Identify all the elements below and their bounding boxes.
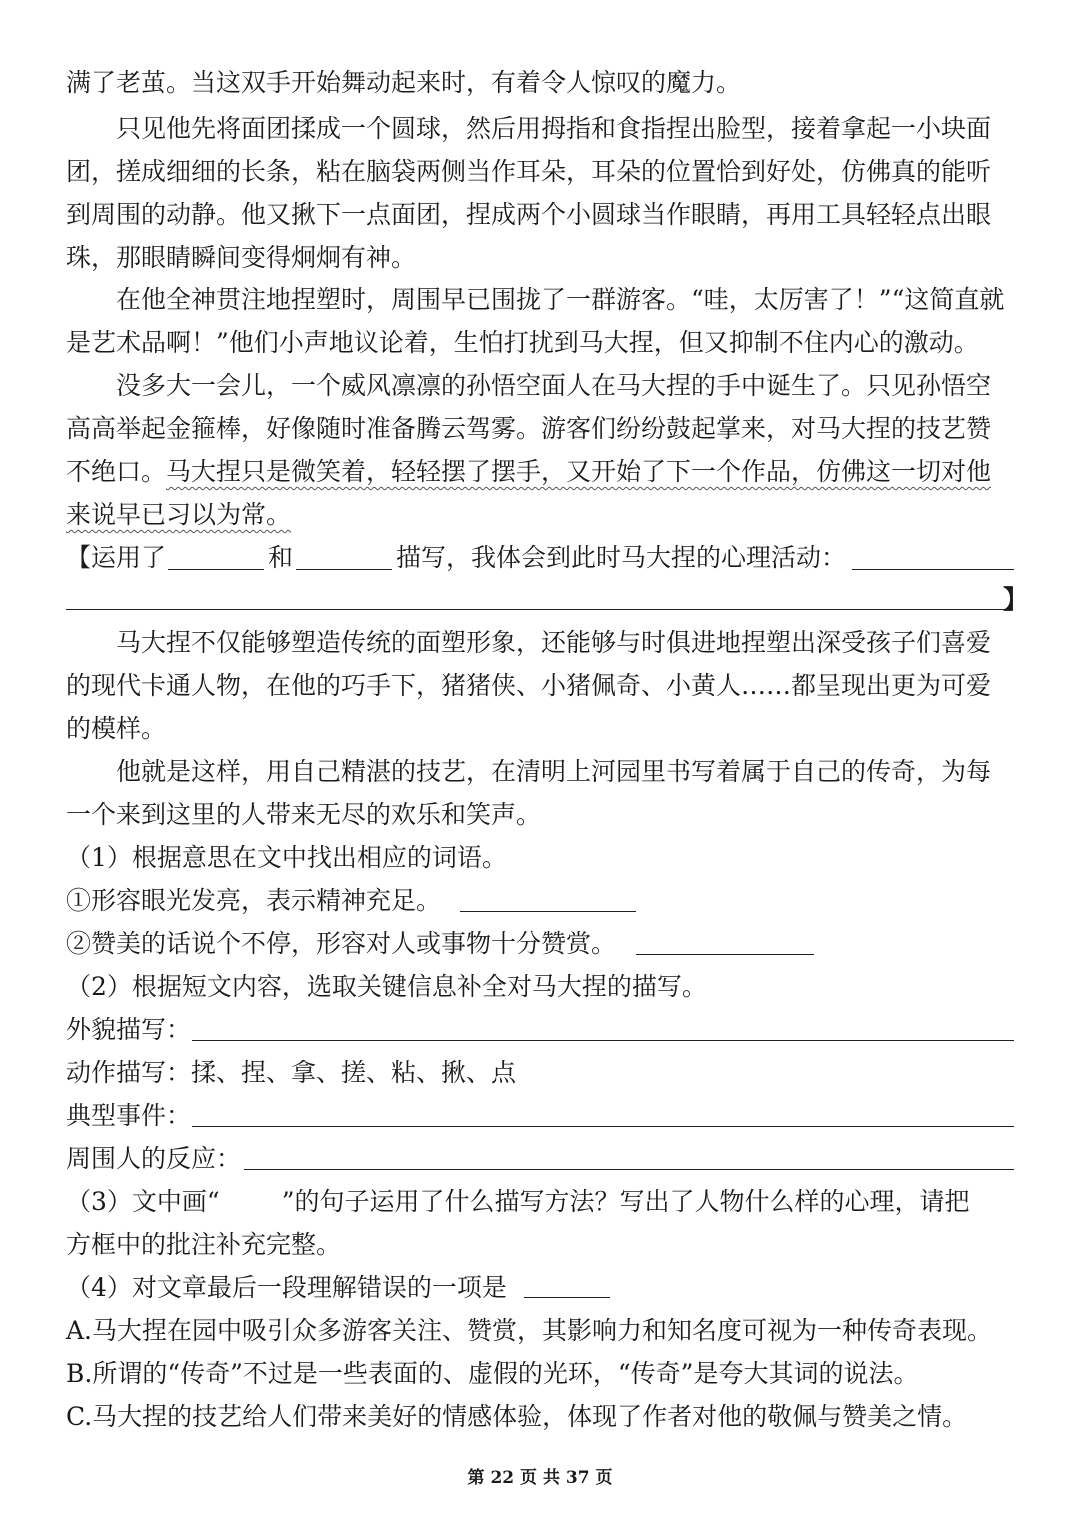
option-c: C.马大捏的技艺给人们带来美好的情感体验，体现了作者对他的敬佩与赞美之情。: [66, 1402, 968, 1431]
text-line: 马大捏不仅能够塑造传统的面塑形象，还能够与时俱进地捏塑出深受孩子们喜爱: [116, 628, 992, 657]
annotation-and: 和: [268, 543, 294, 572]
answer-blank-q4[interactable]: [524, 1297, 610, 1298]
text-line: 在他全神贯注地捏塑时，周围早已围拢了一群游客。“哇，太厉害了！”“这简直就: [116, 285, 1005, 314]
question-1-prompt: （1）根据意思在文中找出相应的词语。: [66, 843, 507, 872]
answer-blank-reaction[interactable]: [244, 1169, 1014, 1170]
question-4-prompt: （4）对文章最后一段理解错误的一项是: [66, 1273, 507, 1302]
annotation-blank-2[interactable]: [296, 569, 392, 570]
text-line: 珠，那眼睛瞬间变得炯炯有神。: [66, 243, 417, 272]
question-3-text: （3）文中画“: [66, 1187, 220, 1216]
text-line: [66, 455, 991, 489]
question-3-line: 方框中的批注补充完整。: [66, 1230, 342, 1259]
page-number: 第 22 页 共 37 页: [467, 1468, 613, 1488]
answer-blank-appearance[interactable]: [192, 1040, 1014, 1041]
event-label: 典型事件：: [66, 1101, 192, 1130]
text-line: 高高举起金箍棒，好像随时准备腾云驾雾。游客们纷纷鼓起掌来，对马大捏的技艺赞: [66, 414, 992, 443]
answer-blank-event[interactable]: [192, 1126, 1014, 1127]
text-line: 他就是这样，用自己精湛的技艺，在清明上河园里书写着属于自己的传奇，为每: [116, 757, 992, 786]
reaction-label: 周围人的反应：: [66, 1144, 242, 1173]
annotation-blank-4[interactable]: [66, 609, 1006, 610]
wavy-line-mark: [220, 1190, 282, 1210]
annotation-close: 】: [1003, 585, 1029, 614]
option-b: B.所谓的“传奇”不过是一些表面的、虚假的光环，“传奇”是夸大其词的说法。: [66, 1359, 919, 1388]
appearance-label: 外貌描写：: [66, 1015, 192, 1044]
text-line: 团，搓成细细的长条，粘在脑袋两侧当作耳朵，耳朵的位置恰到好处，仿佛真的能听: [66, 157, 992, 186]
question-3-text: ”的句子运用了什么描写方法？写出了人物什么样的心理，请把: [281, 1187, 970, 1216]
text-line: 没多大一会儿，一个威风凛凛的孙悟空面人在马大捏的手中诞生了。只见孙悟空: [116, 371, 992, 400]
annotation-blank-3[interactable]: [852, 569, 1014, 570]
text-line: [66, 498, 291, 532]
annotation-mid: 描写，我体会到此时马大捏的心理活动：: [396, 543, 847, 572]
question-2-prompt: （2）根据短文内容，选取关键信息补全对马大捏的描写。: [66, 972, 707, 1001]
text-segment: 不绝口。: [66, 457, 167, 486]
answer-blank-q1b[interactable]: [636, 954, 814, 955]
text-line: 的模样。: [66, 714, 167, 743]
text-line: 满了老茧。当这双手开始舞动起来时，有着令人惊叹的魔力。: [66, 68, 742, 97]
action-description: 动作描写：揉、捏、拿、搓、粘、揪、点: [66, 1058, 517, 1087]
option-a: A.马大捏在园中吸引众多游客关注、赞赏，其影响力和知名度可视为一种传奇表现。: [66, 1316, 993, 1345]
answer-blank-q1a[interactable]: [460, 911, 636, 912]
question-1-item-a: ①形容眼光发亮，表示精神充足。: [66, 886, 442, 915]
question-3-line: [66, 1185, 969, 1219]
annotation-open: 【运用了: [66, 543, 167, 572]
text-line: 一个来到这里的人带来无尽的欢乐和笑声。: [66, 800, 542, 829]
text-line: 是艺术品啊！”他们小声地议论着，生怕打扰到马大捏，但又抑制不住内心的激动。: [66, 328, 979, 357]
question-1-item-b: ②赞美的话说个不停，形容对人或事物十分赞赏。: [66, 929, 617, 958]
wavy-underlined-sentence: 马大捏只是微笑着，轻轻摆了摆手，又开始了下一个作品，仿佛这一切对他: [166, 457, 992, 486]
annotation-blank-1[interactable]: [168, 569, 264, 570]
text-line: 的现代卡通人物，在他的巧手下，猪猪侠、小猪佩奇、小黄人……都呈现出更为可爱: [66, 671, 992, 700]
text-line: 只见他先将面团揉成一个圆球，然后用拇指和食指捏出脸型，接着拿起一小块面: [116, 114, 992, 143]
wavy-underlined-sentence: 来说早已习以为常。: [66, 500, 292, 529]
text-line: 到周围的动静。他又揪下一点面团，捏成两个小圆球当作眼睛，再用工具轻轻点出眼: [66, 200, 992, 229]
